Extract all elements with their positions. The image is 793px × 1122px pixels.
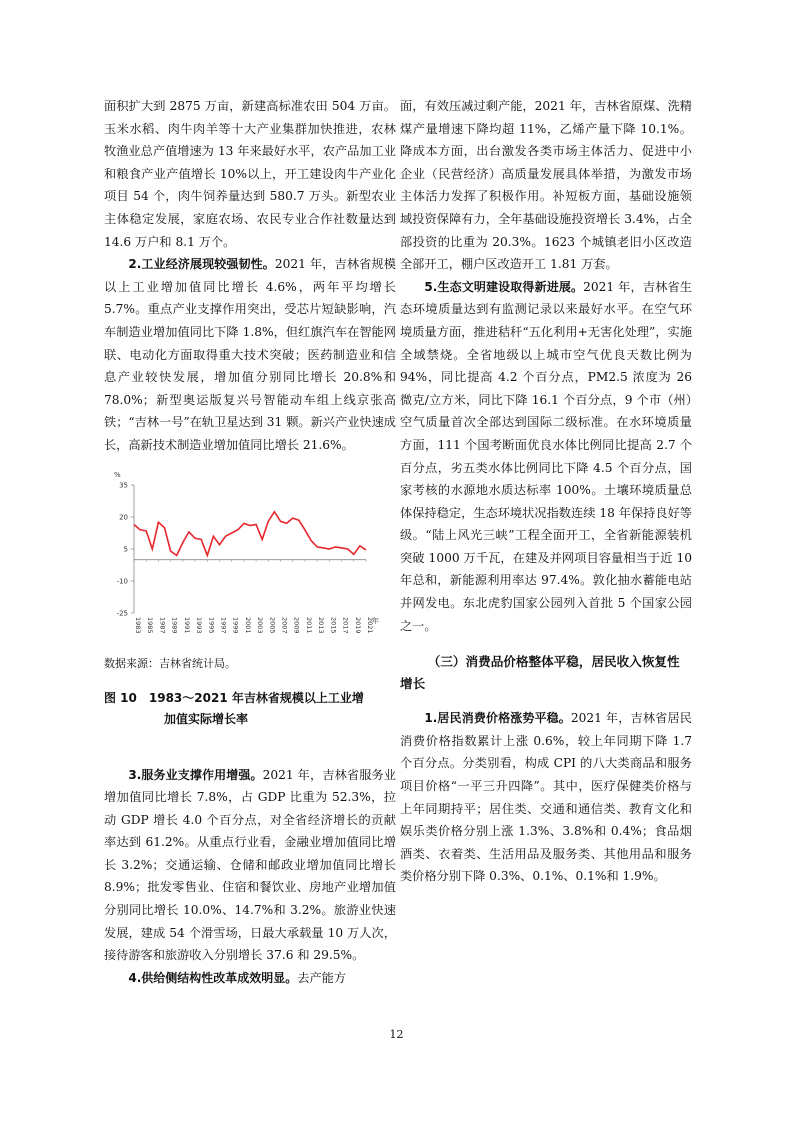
x-tick-label: 1997 <box>219 616 228 634</box>
industry-growth-chart <box>104 471 396 646</box>
section-heading: （三）消费品价格整体平稳，居民收入恢复性增长 <box>400 654 680 692</box>
paragraph-body: 去产能方 <box>297 970 347 985</box>
y-tick-label: -10 <box>116 577 128 585</box>
x-tick-label: 1999 <box>231 616 240 634</box>
paragraph-supply-side-cont: 面，有效压减过剩产能，2021 年，吉林省原煤、洗精煤产量增速下降均超 11%，乙烯产量下降 10.1%。降成本方面，出台激发各类市场主体活力、促进中小企业（民营经济）高质量发展具体举措，为激发市场主体活力发挥了积极作用。补短板方面，基础设施领域投资保障有力，全年基础设施投资增长 3.4%，占全部投资的比重为 20.3%。1623 个城镇老旧小区改造全部开工，棚户区改造开工 1.81 万套。 <box>400 99 692 272</box>
y-tick-label: 5 <box>123 545 128 553</box>
paragraph-lead: 4.供给侧结构性改革成效明显。 <box>128 970 298 985</box>
page-number: 12 <box>389 1028 404 1041</box>
paragraph-lead: 3.服务业支撑作用增强。 <box>128 767 263 782</box>
left-column <box>104 95 396 989</box>
paragraph-industry <box>104 253 396 456</box>
x-tick-label: 1989 <box>170 616 179 634</box>
paragraph-lead: 5.生态文明建设取得新进展。 <box>424 279 584 294</box>
paragraph-supply-side <box>104 967 396 990</box>
x-tick-label: 2019 <box>353 616 362 634</box>
x-tick-label: 2021 <box>366 616 374 634</box>
y-axis-label: % <box>114 470 121 479</box>
x-tick-label: 2011 <box>304 616 313 634</box>
x-tick-label: 2013 <box>317 616 326 634</box>
paragraph-lead: 2.工业经济展现较强韧性。 <box>128 257 275 272</box>
x-tick-label: 1985 <box>146 616 155 634</box>
paragraph-ecology <box>400 276 692 638</box>
x-tick-label: 1991 <box>182 616 191 634</box>
right-column <box>400 95 692 888</box>
y-tick-label: 35 <box>119 481 128 489</box>
data-source: 数据来源：吉林省统计局。 <box>104 656 236 670</box>
x-tick-label: 2007 <box>280 616 289 634</box>
y-tick-label: 20 <box>119 513 128 521</box>
paragraph-lead: 1.居民消费价格涨势平稳。 <box>424 711 571 726</box>
paragraph-body: 2021 年，吉林省服务业增加值同比增长 7.8%，占 GDP 比重为 52.3%，拉动 GDP 增长 4.0 个百分点，对全省经济增长的贡献率达到 61.2%。从重点行业看，金融业增加值同比增长 3.2%；交通运输、仓储和邮政业增加值同比增长 8.9%；批发零售业、住宿和餐饮业、房地产业增加值分别同比增长 10.0%、14.7%和 3.2%。旅游业快速发展，建成 54 个滑雪场，日最大承载量 10 万人次，接待游客和旅游收入分别增长 37.6 和 29.5%。 <box>104 767 396 963</box>
paragraph-cpi <box>400 707 692 888</box>
caption-line-2: 加值实际增长率 <box>164 711 249 726</box>
paragraph-agriculture: 面积扩大到 2875 万亩，新建高标准农田 504 万亩。玉米水稻、肉牛肉羊等十大产业集群加快推进，农林牧渔业总产值增速为 13 年来最好水平，农产品加工业和粮食产业产值增长 10%以上，开工建设肉牛产业化项目 54 个，肉牛饲养量达到 580.7 万头。新型农业主体稳定发展，家庭农场、农民专业合作社数量达到 14.6 万户和 8.1 万个。 <box>104 99 396 249</box>
caption-line-1: 图 10 1983～2021 年吉林省规模以上工业增 <box>104 690 364 705</box>
x-tick-label: 2001 <box>243 616 252 634</box>
paragraph-services <box>104 764 396 967</box>
x-axis-unit: 年 <box>372 616 379 625</box>
paragraph-body: 2021 年，吉林省规模以上工业增加值同比增长 4.6%，两年平均增长 5.7%。重点产业支撑作用突出，受芯片短缺影响，汽车制造业增加值同比下降 1.8%，但红旗汽车在智能网联、电动化方面取得重大技术突破；医药制造业和信息产业较快发展，增加值分别同比增长 20.8%和 78.0%；新型奥运版复兴号智能动车组上线京张高铁；“吉林一号”在轨卫星达到 31 颗。新兴产业快速成长，高新技术制造业增加值同比增长 21.6%。 <box>104 257 396 452</box>
x-tick-label: 1983 <box>134 616 142 634</box>
x-tick-label: 2009 <box>292 616 301 634</box>
paragraph-body: 2021 年，吉林省生态环境质量达到有监测记录以来最好水平。在空气环境质量方面，推进秸秆“五化利用+无害化处理”，实施全域禁烧。全省地级以上城市空气优良天数比例为 94%，同比提高 4.2 个百分点，PM2.5 浓度为 26 微克/立方米，同比下降 16.1 个百分点，9 个市（州）空气质量首次全部达到国际二级标准。在水环境质量方面，111 个国考断面优良水体比例同比提高 2.7 个百分点，劣五类水体比例同比下降 4.5 个百分点，国家考核的水源地水质达标率 100%。土壤环境质量总体保持稳定，生态环境状况指数连续 18 年保持良好等级。“陆上风光三峡”工程全面开工，全省新能源装机突破 1000 万千瓦，在建及并网项目容量相当于近 10 年总和，新能源利用率达 97.4%。敦化抽水蓄能电站并网发电。东北虎豹国家公园列入首批 5 个国家公园之一。 <box>400 279 692 633</box>
x-tick-label: 1993 <box>195 616 204 634</box>
x-tick-label: 1987 <box>158 616 167 634</box>
x-tick-label: 2005 <box>268 616 277 634</box>
x-tick-label: 2015 <box>329 616 338 634</box>
series-line <box>134 511 366 555</box>
figure-caption <box>104 688 396 730</box>
x-tick-label: 1995 <box>207 616 216 634</box>
chart-svg <box>104 471 396 646</box>
y-tick-label: -25 <box>116 609 128 617</box>
paragraph-body: 2021 年，吉林省居民消费价格指数累计上涨 0.6%，较上年同期下降 1.7 个百分点。分类别看，构成 CPI 的八大类商品和服务项目价格“一平三升四降”。其中，医疗保健类价格与上年同期持平；居住类、交通和通信类、教育文化和娱乐类价格分别上涨 1.3%、3.8%和 0.4%；食品烟酒类、衣着类、生活用品及服务类、其他用品和服务类价格分别下降 0.3%、0.1%、0.1%和 1.9%。 <box>400 711 692 884</box>
x-tick-label: 2003 <box>256 616 265 634</box>
x-tick-label: 2017 <box>341 616 350 634</box>
